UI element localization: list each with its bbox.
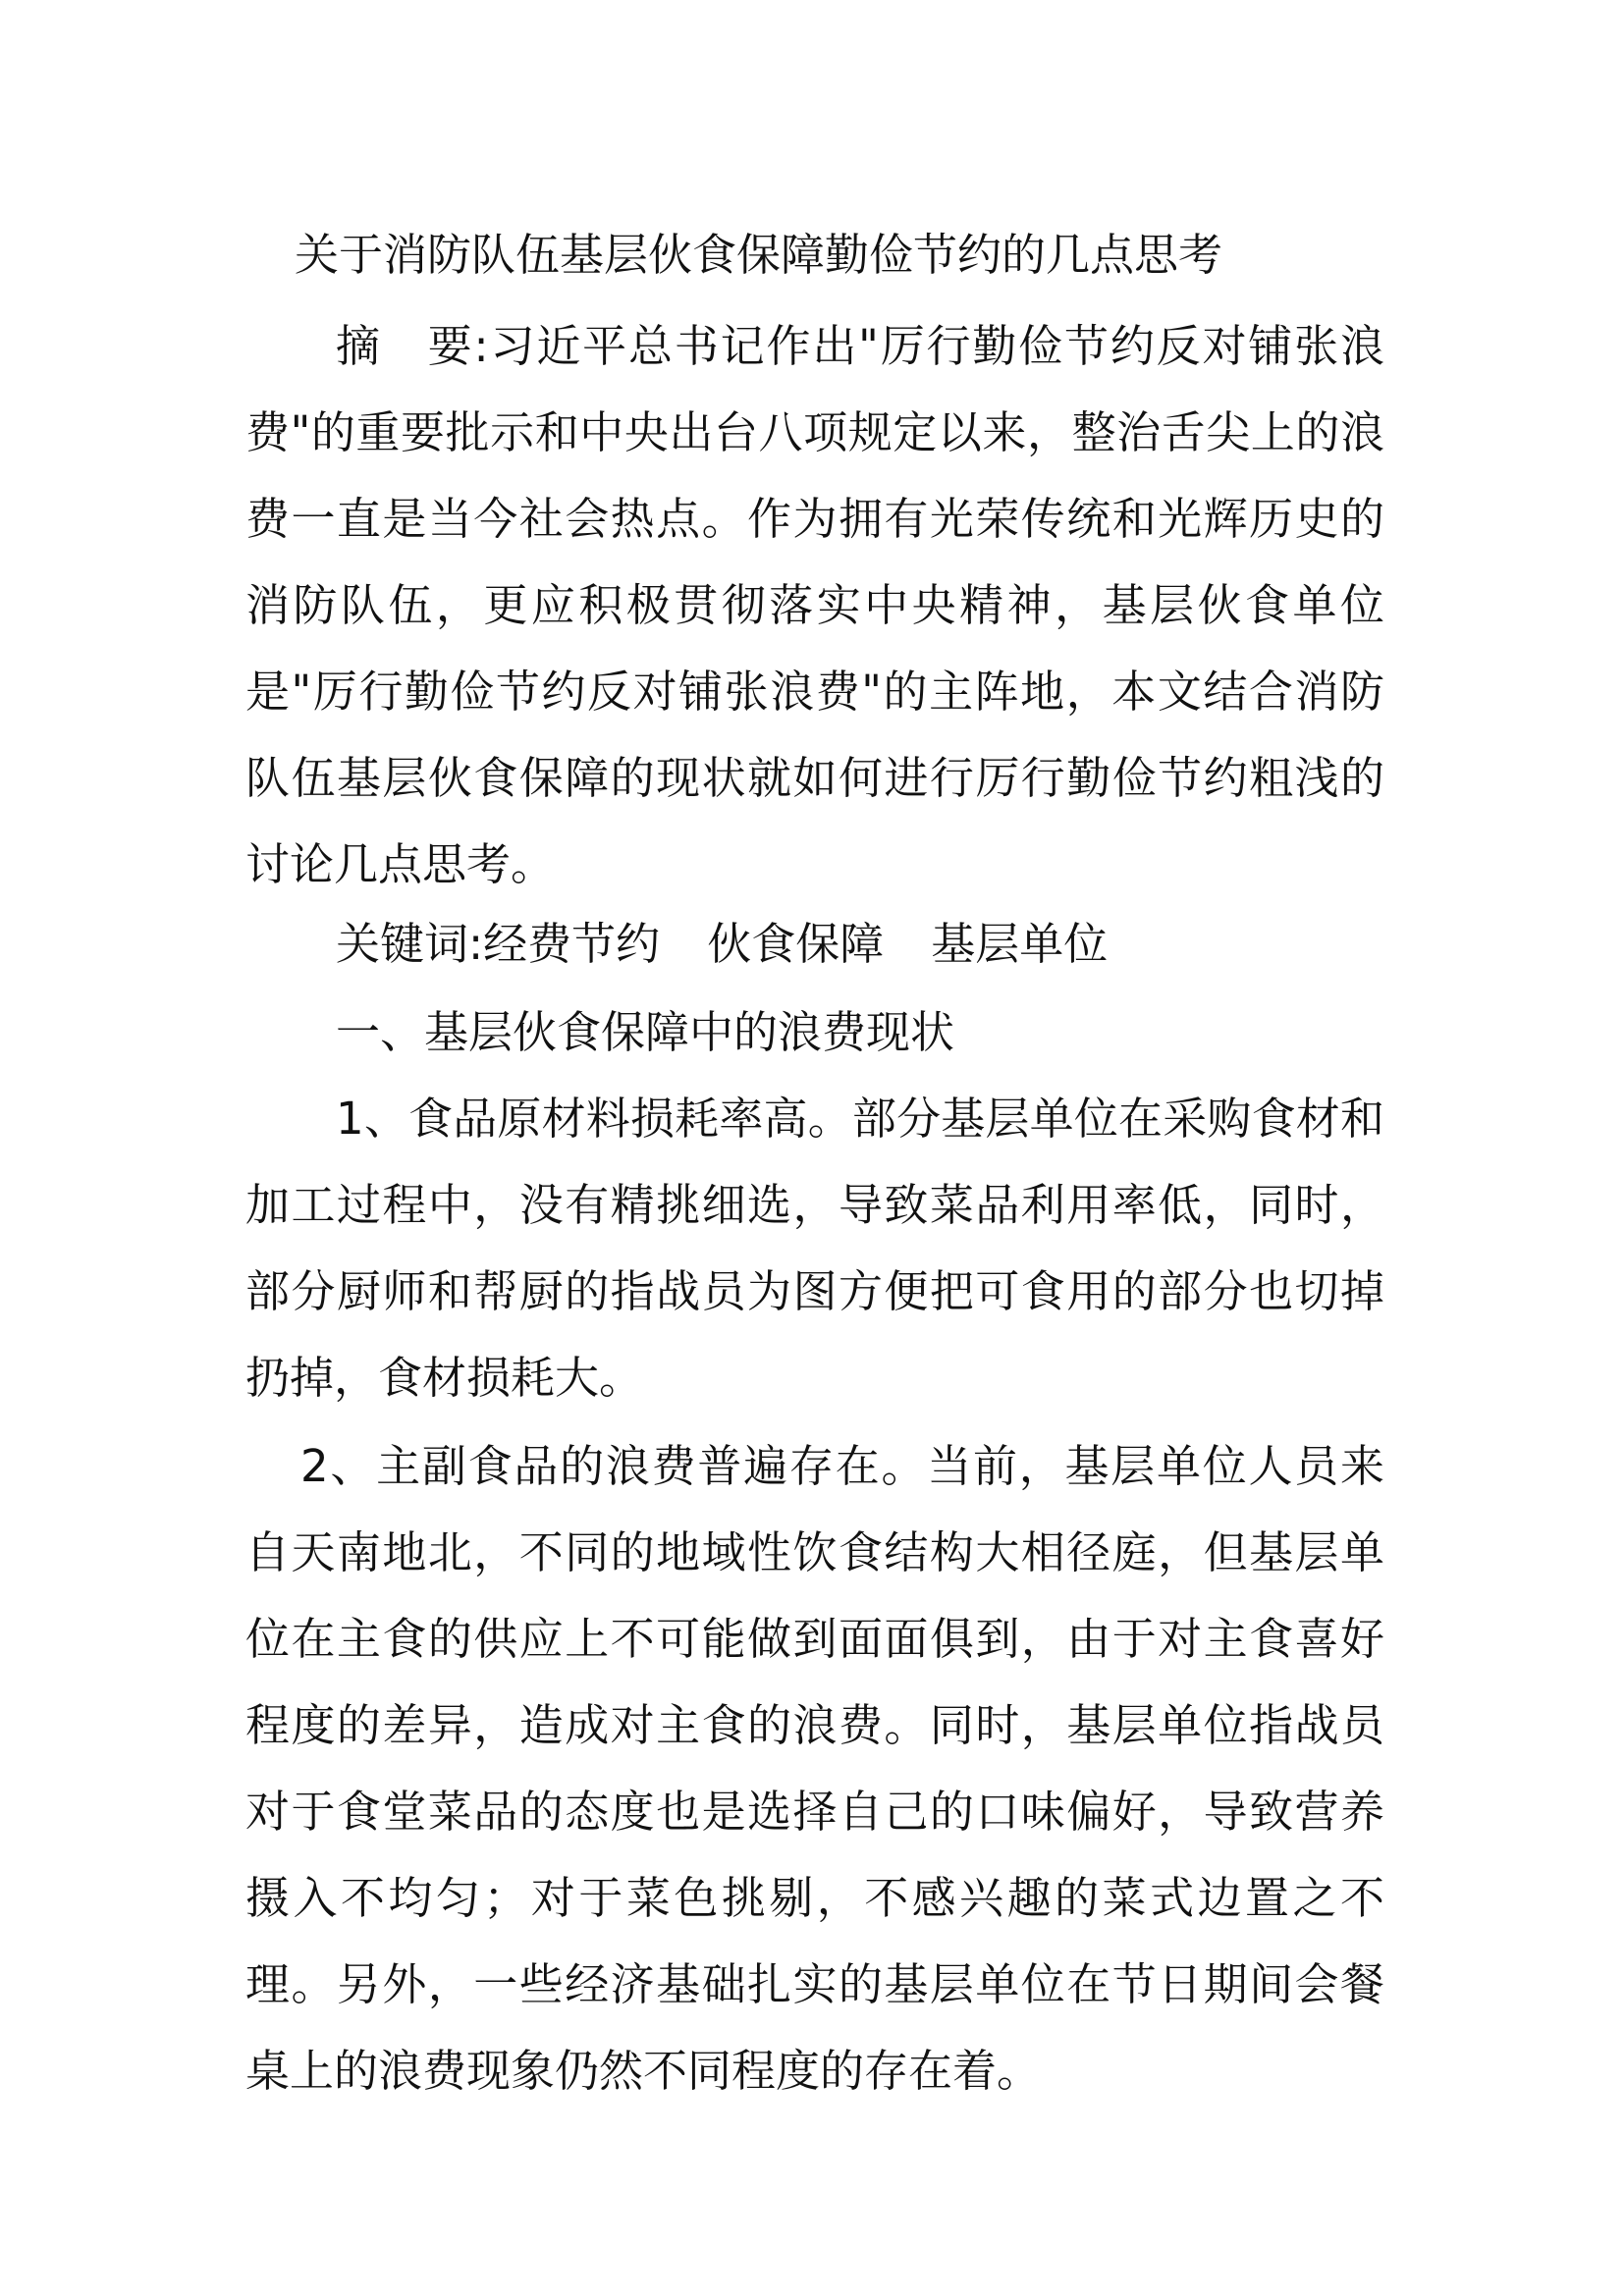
keyword-item: 经费节约 — [483, 918, 661, 970]
abstract-paragraph — [245, 303, 1384, 908]
abstract-text: 习近平总书记作出"厉行勤俭节约反对铺张浪费"的重要批示和中央出台八项规定以来，整治舌尖上的浪费一直是当今社会热点。作为拥有光荣传统和光辉历史的消防队伍，更应积极贯彻落实中央精神，基层伙食单位是"厉行勤俭节约反对铺张浪费"的主阵地，本文结合消防队伍基层伙食保障的现状就如何进行厉行勤俭节约粗浅的讨论几点思考。 — [245, 320, 1384, 890]
keyword-item: 伙食保障 — [707, 918, 885, 970]
body-paragraph-1: 1、食品原材料损耗率高。部分基层单位在采购食材和加工过程中，没有精挑细选，导致菜品利用率低，同时，部分厨师和帮厨的指战员为图方便把可食用的部分也切掉扔掉，食材损耗大。 — [245, 1093, 1384, 1404]
keywords-label: 关键词: — [336, 918, 484, 970]
abstract-label-char-1: 摘 — [336, 320, 382, 372]
body-paragraph-2: 2、主副食品的浪费普遍存在。当前，基层单位人员来自天南地北，不同的地域性饮食结构大相径庭，但基层单位在主食的供应上不可能做到面面俱到，由于对主食喜好程度的差异，造成对主食的浪费。同时，基层单位指战员对于食堂菜品的态度也是选择自己的口味偏好，导致营养摄入不均匀；对于菜色挑剔，不感兴趣的菜式边置之不理。另外，一些经济基础扎实的基层单位在节日期间会餐桌上的浪费现象仍然不同程度的存在着。 — [245, 1440, 1384, 2097]
abstract-label-char-2: 要 — [425, 320, 474, 372]
abstract-separator: : — [473, 320, 489, 372]
keywords-line — [245, 901, 1384, 988]
keyword-item: 基层单位 — [931, 918, 1109, 970]
document-title: 关于消防队伍基层伙食保障勤俭节约的几点思考 — [295, 229, 1223, 281]
section-heading: 一、基层伙食保障中的浪费现状 — [336, 1006, 955, 1058]
